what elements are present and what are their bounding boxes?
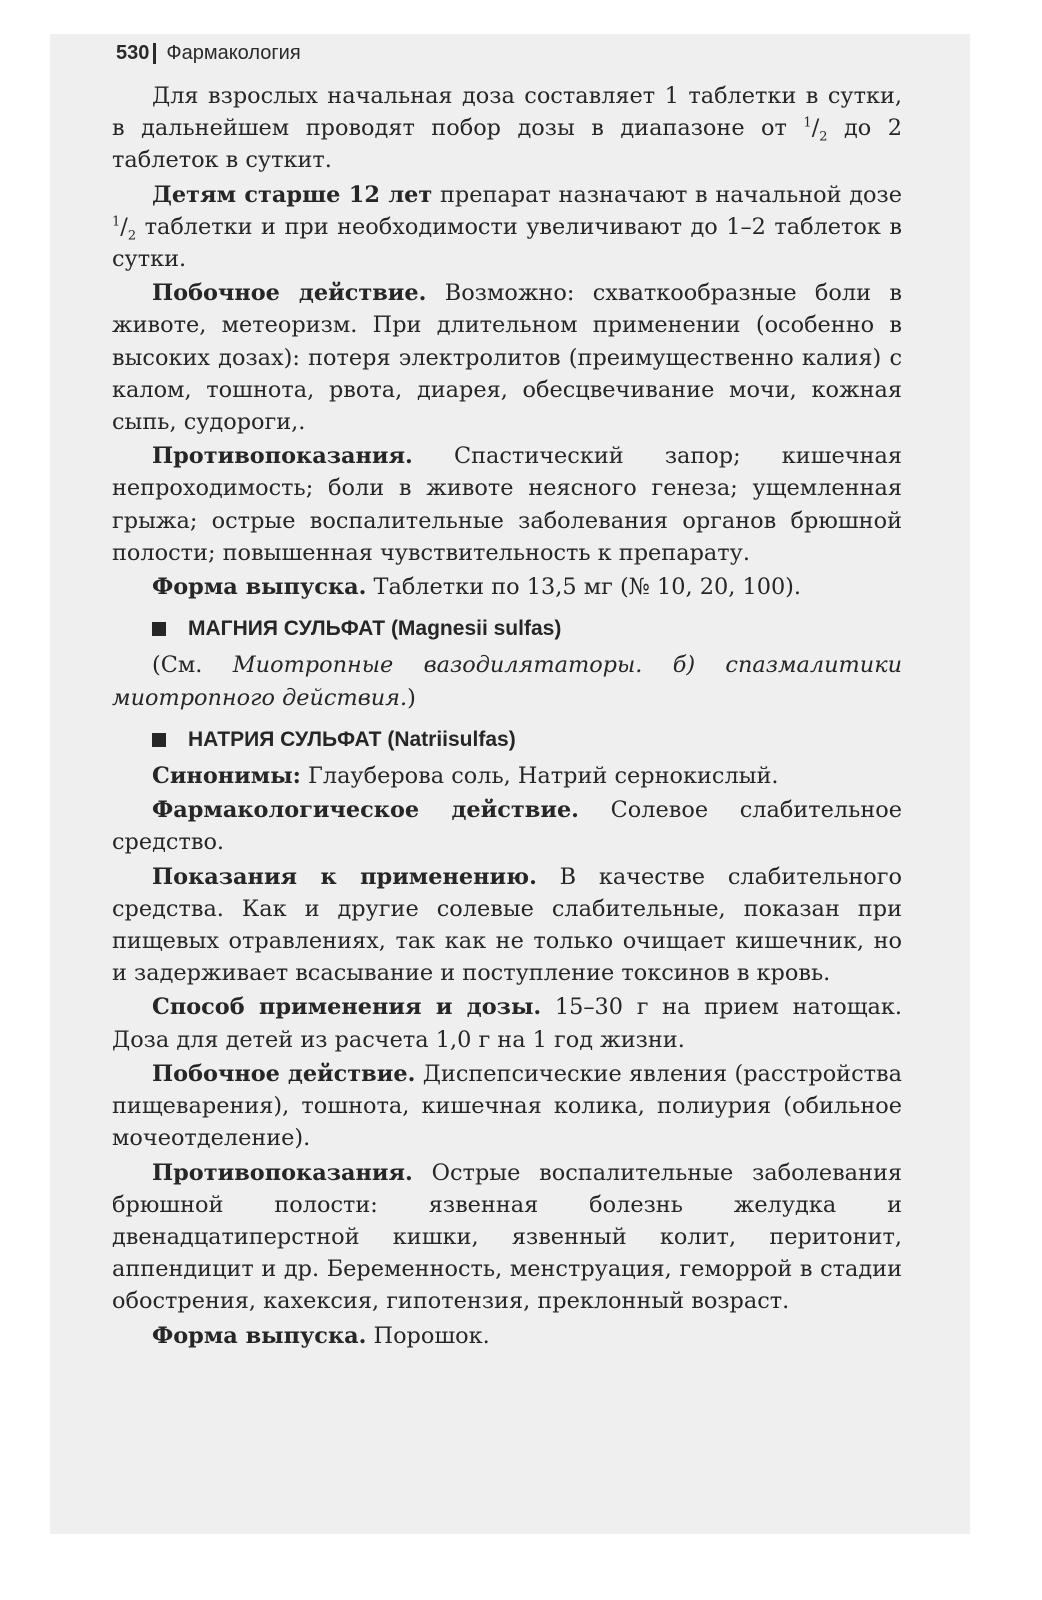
page-number: 530	[116, 42, 150, 64]
square-bullet-icon	[152, 733, 166, 747]
paragraph-side-effects: Побочное действие. Возможно: схваткообразные боли в животе, метеоризм. При длительном применении (особенно в высоких дозах): потеря электролитов (преимущественно калия) с калом, тошнота, рвота, диарея, обесцвечивание мочи, кожная сыпь, судороги,.	[112, 280, 902, 436]
header-divider	[153, 43, 156, 64]
paragraph-children-dose: Детям старше 12 лет препарат назначают в начальной дозе $^1/_2$ таблетки и при необходимости увеличивают до 1–2 таблеток в сутки.	[112, 181, 903, 273]
paragraph-release-form: Форма выпуска. Таблетки по 13,5 мг (№ 10, 20, 100).	[152, 574, 802, 601]
paragraph-see-also: (См. Миотропные вазодилятаторы. б) спазмалитики миотропного действия.)	[112, 652, 902, 711]
paragraph-pharm-action: Фармакологическое действие. Солевое слабительное средство.	[112, 797, 902, 856]
paragraph-contraindications: Противопоказания. Спастический запор; кишечная непроходимость; боли в животе неясного генеза; ущемленная грыжа; острые воспалительные заболевания органов брюшной полости; повышенная чувствительность к препарату.	[112, 443, 902, 566]
square-bullet-icon	[152, 622, 166, 636]
page-body	[112, 80, 902, 1352]
running-header	[116, 42, 301, 65]
section-title: Фармакология	[166, 42, 301, 64]
paragraph-dosage: Способ применения и дозы. 15–30 г на прием натощак. Доза для детей из расчета 1,0 г на 1 год жизни.	[112, 994, 902, 1053]
paragraph-release-form-2: Форма выпуска. Порошок.	[152, 1322, 490, 1349]
paragraph-adult-dose: Для взрослых начальная доза составляет 1 таблетки в сутки, в дальнейшем проводят побор дозы в диапазоне от $^1/_2$ до 2 таблеток в суткит.	[112, 83, 902, 174]
paragraph-synonyms: Синонимы: Глауберова соль, Натрий сернокислый.	[152, 763, 779, 790]
paragraph-indications: Показания к применению. В качестве слабительного средства. Как и другие солевые слабительные, показан при пищевых отравлениях, так как не только очищает кишечник, но и задерживает всасывание и поступление токсинов в кровь.	[112, 863, 903, 987]
paragraph-contraindications-2: Противопоказания. Острые воспалительные заболевания брюшной полости: язвенная болезнь желудка и двенадцатиперстной кишки, язвенный колит, перитонит, аппендицит и др. Беременность, менструация, геморрой в стадии обострения, кахексия, гипотензия, преклонный возраст.	[112, 1159, 902, 1315]
paragraph-side-effects-2: Побочное действие. Диспепсические явления (расстройства пищеварения), тошнота, кишечная колика, полиурия (обильное мочеотделение).	[112, 1060, 902, 1152]
drug-heading-magnesium: МАГНИЯ СУЛЬФАТ (Magnesii sulfas)	[152, 613, 902, 645]
drug-heading-sodium: НАТРИЯ СУЛЬФАТ (Natriisulfas)	[152, 724, 902, 756]
